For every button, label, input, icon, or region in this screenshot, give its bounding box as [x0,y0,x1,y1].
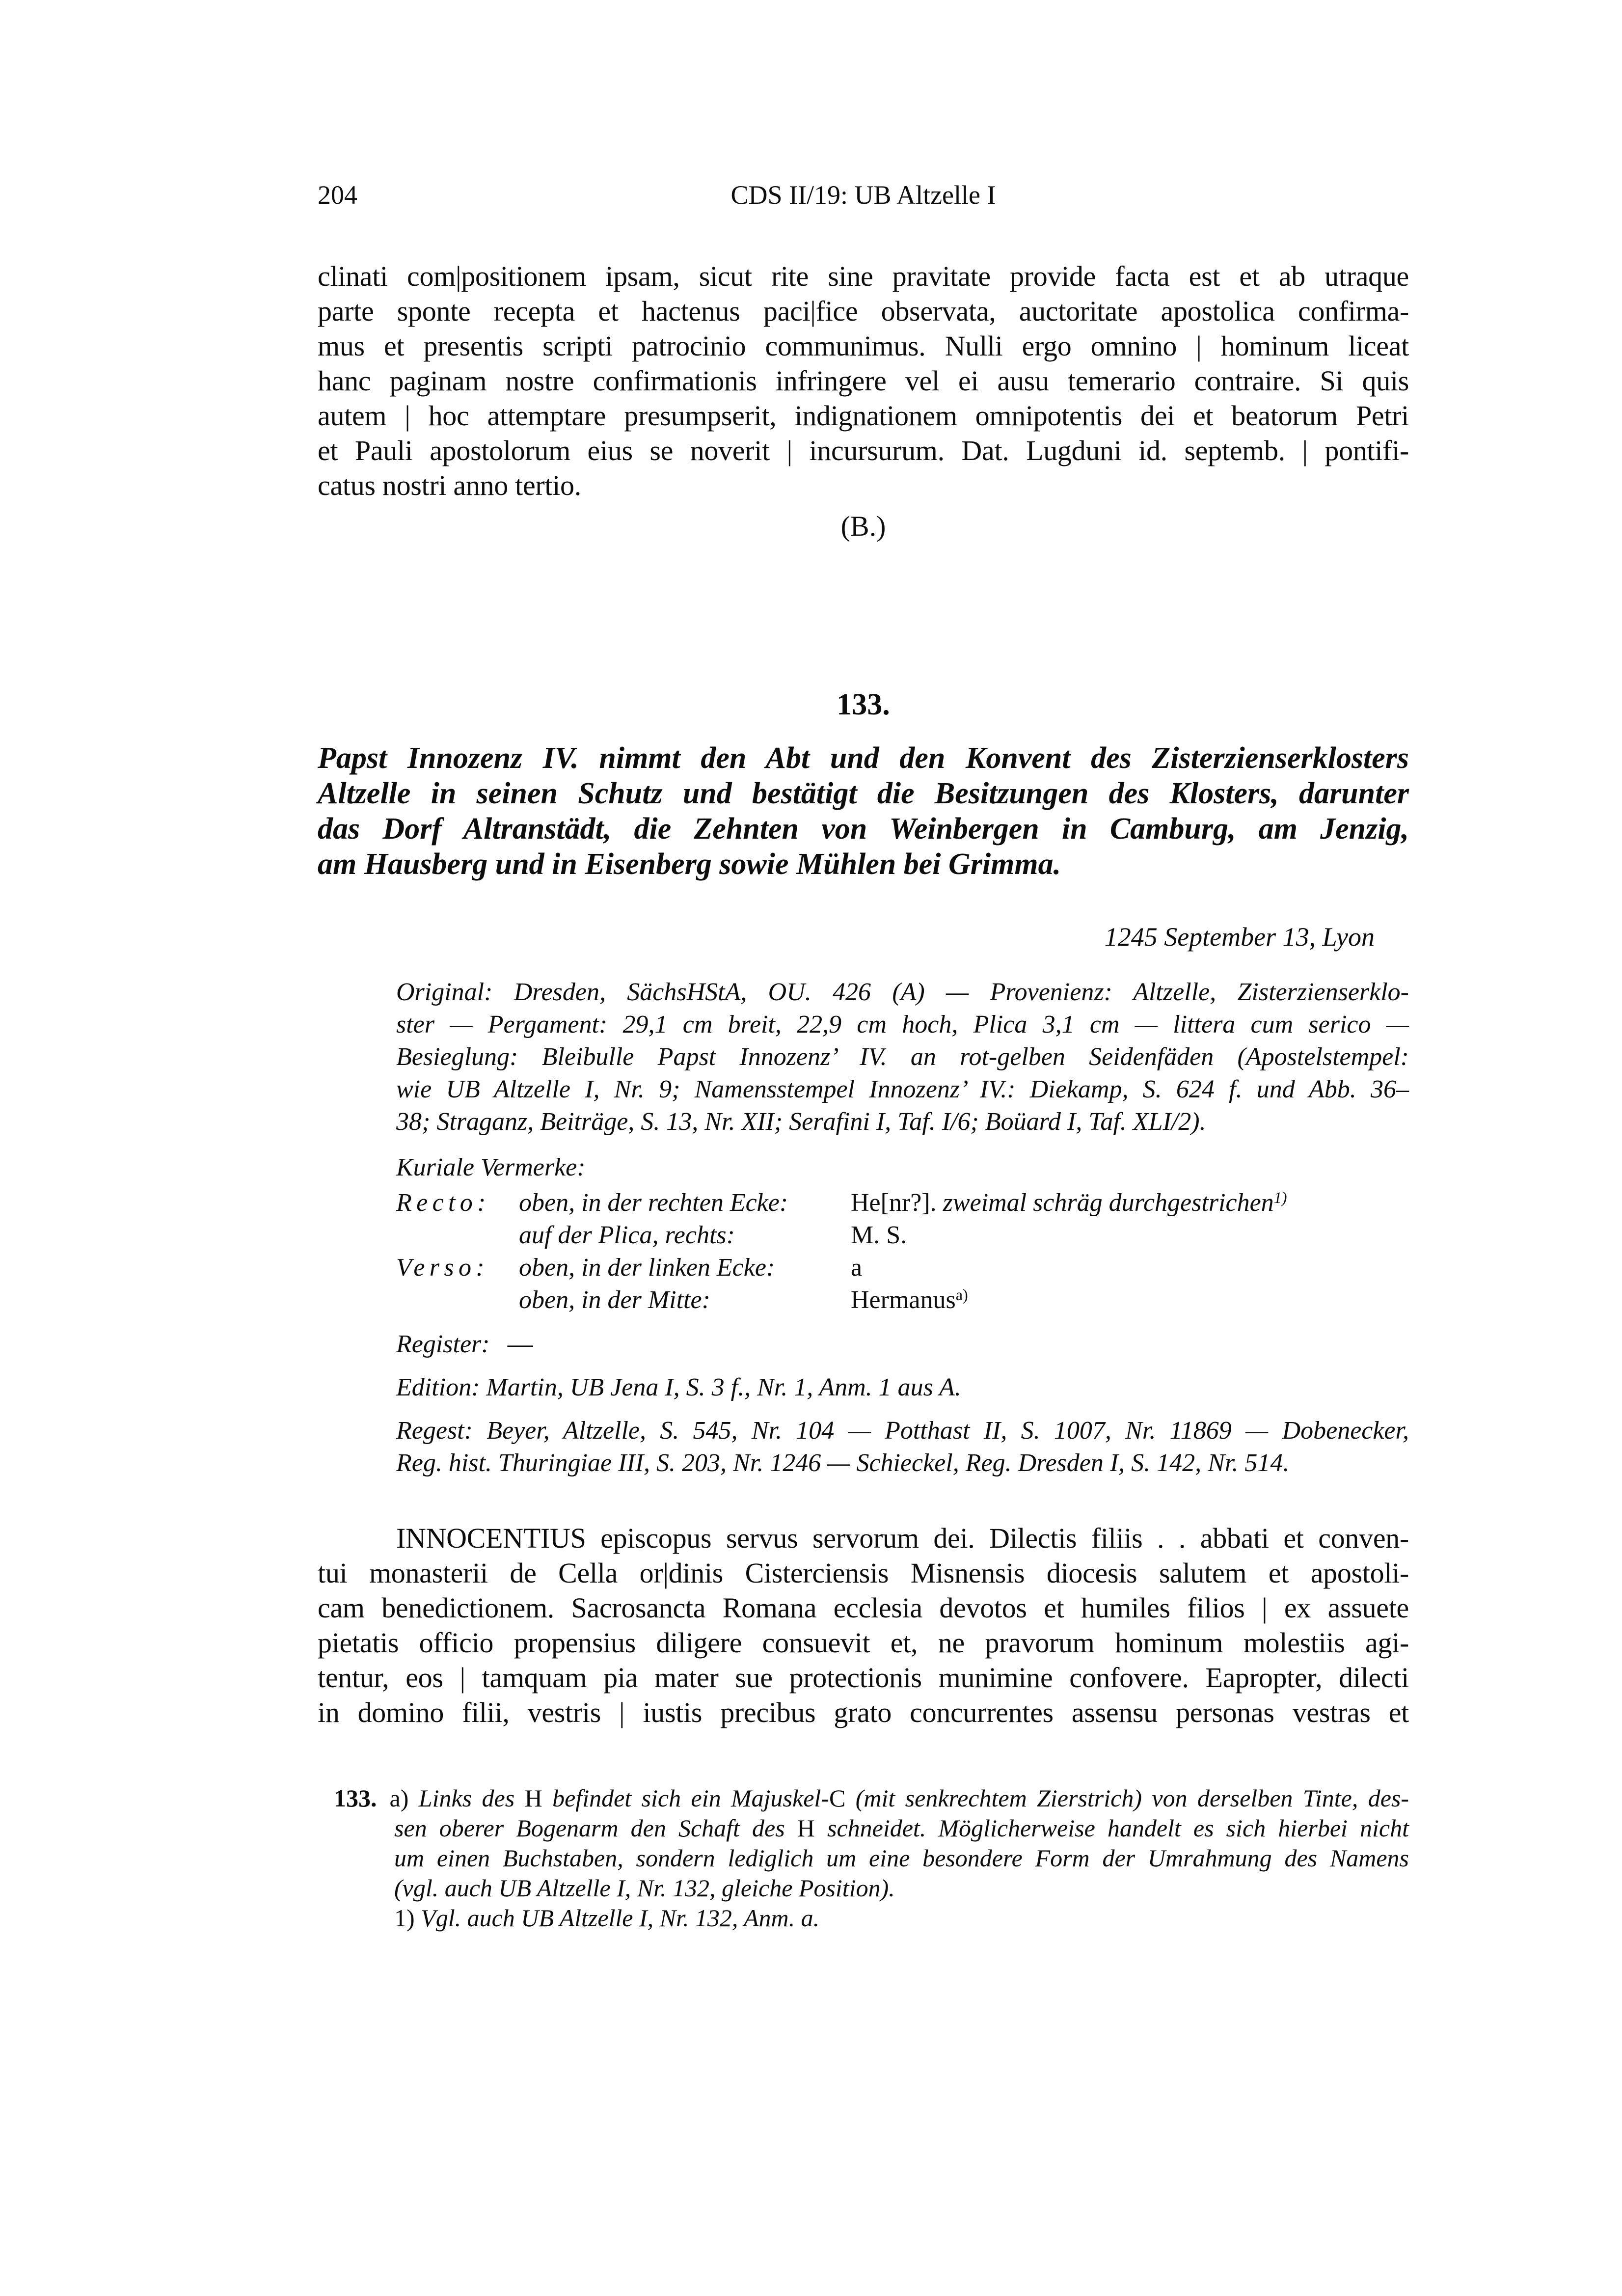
text-line: mus et presentis scripti patrocinio communimus. Nulli ergo omnino | hominum liceat [318,330,1409,362]
text-segment: He[nr?]. [851,1189,943,1217]
running-title: CDS II/19: UB Altzelle I [730,180,996,210]
text-segment: (vgl. auch UB Altzelle I, Nr. 132, gleiche Position). [394,1874,895,1902]
text-line: Reg. hist. Thuringiae III, S. 203, Nr. 1246 — Schieckel, Reg. Dresden I, S. 142, Nr. 514. [396,1449,1290,1477]
kuriale-vermerke-label: Kuriale Vermerke: [396,1153,586,1181]
text-segment: zweimal schräg durchgestrichen [943,1189,1274,1217]
charter-main-text [318,1521,1409,1730]
vermerk-row [396,1219,1409,1252]
vermerk-position: auf der Plica, rechts: [519,1221,735,1249]
text-line [334,1843,1409,1873]
kuriale-vermerke-table [396,1187,1409,1316]
previous-charter-text [318,259,1409,503]
text-line [334,1903,1409,1933]
vermerk-side-label [396,1284,519,1316]
text-line: INNOCENTIUS episcopus servus servorum dei. Dilectis filiis . . abbati et conven- [396,1522,1409,1554]
footnotes-block [334,1783,1409,1933]
text-line: in domino filii, vestris | iustis precibus grato concurrentes assensu personas vestras et [318,1696,1409,1728]
text-segment: 133. [334,1784,377,1812]
charter-headline-regest [318,740,1409,882]
text-segment: schneidet. Möglicherweise handelt es sich hierbei nicht [814,1814,1409,1842]
text-segment: a) [389,1784,419,1812]
text-line: catus nostri anno tertio. [318,469,581,501]
text-line [334,1873,1409,1903]
vermerk-side-label: Recto: [396,1189,490,1217]
text-line: Original: Dresden, SächsHStA, OU. 426 (A) — Provenienz: Altzelle, Zisterzienserklo- [396,978,1409,1006]
register-label: Register: [396,1330,490,1358]
text-line: tui monasterii de Cella or|dinis Cisterciensis Misnensis diocesis salutem et apostoli- [318,1557,1409,1589]
register-value: — [507,1330,533,1358]
text-line: wie UB Altzelle I, Nr. 9; Namensstempel Innozenz’ IV.: Diekamp, S. 624 f. und Abb. 36– [396,1075,1409,1103]
text-line: das Dorf Altranstädt, die Zehnten von Weinbergen in Camburg, am Jenzig, [318,812,1409,846]
text-segment: 1) [1273,1188,1287,1206]
text-segment: H [797,1814,815,1842]
running-header [318,180,1409,214]
text-segment: (mit senkrechtem Zierstrich) von derselben Tinte, des- [845,1784,1409,1812]
vermerk-side-label: Verso: [396,1254,489,1282]
text-segment: a [851,1254,863,1282]
text-line: pietatis officio propensius diligere consuevit et, ne pravorum hominum molestiis agi- [318,1627,1409,1659]
text-line: et Pauli apostolorum eius se noverit | incursurum. Dat. Lugduni id. septemb. | pontifi- [318,435,1409,466]
text-segment: um einen Buchstaben, sondern lediglich um eine besondere Form der Umrahmung des Namens [394,1844,1409,1872]
charter-date-place: 1245 September 13, Lyon [1104,922,1375,952]
vermerk-row [396,1187,1409,1219]
register-line [396,1328,1409,1361]
text-line: Altzelle in seinen Schutz und bestätigt die Besitzungen des Klosters, darunter [318,777,1409,810]
vermerk-value [851,1284,1409,1316]
text-segment: Links des [418,1784,525,1812]
text-line: ster — Pergament: 29,1 cm breit, 22,9 cm hoch, Plica 3,1 cm — littera cum serico — [396,1011,1409,1039]
vermerk-side-label [396,1219,519,1252]
text-line [334,1783,1409,1813]
vermerk-value [851,1187,1409,1219]
text-line: Papst Innozenz IV. nimmt den Abt und den Konvent des Zisterzienserklosters [318,741,1409,775]
text-segment: H [524,1784,542,1812]
text-line: parte sponte recepta et hactenus paci|fice observata, auctoritate apostolica confirma- [318,295,1409,327]
text-segment: M. S. [851,1221,907,1249]
text-line: 38; Straganz, Beiträge, S. 13, Nr. XII; Serafini I, Taf. I/6; Boüard I, Taf. XLI/2). [396,1108,1206,1136]
text-segment: sen oberer Bogenarm den Schaft des [394,1814,797,1842]
charter-number-heading: 133. [837,688,890,721]
text-line: Regest: Beyer, Altzelle, S. 545, Nr. 104 — Potthast II, S. 1007, Nr. 11869 — Dobenecker, [396,1417,1409,1445]
vermerk-value [851,1219,1409,1252]
vermerk-position: oben, in der rechten Ecke: [519,1189,788,1217]
vermerk-row [396,1284,1409,1316]
text-line: Besieglung: Bleibulle Papst Innozenz’ IV. an rot-gelben Seidenfäden (Apostelstempel: [396,1043,1409,1071]
copyist-signature: (B.) [840,510,886,542]
vermerk-position: oben, in der linken Ecke: [519,1254,775,1282]
text-segment: Vgl. auch UB Altzelle I, Nr. 132, Anm. a. [421,1904,820,1932]
text-line: clinati com|positionem ipsam, sicut rite sine pravitate provide facta est et ab utraque [318,260,1409,292]
page-number: 204 [318,180,357,210]
text-line: cam benedictionem. Sacrosancta Romana ecclesia devotos et humiles filios | ex assuete [318,1592,1409,1624]
text-line [334,1813,1409,1843]
text-segment: C [829,1784,846,1812]
edition-line: Edition: Martin, UB Jena I, S. 3 f., Nr. 1, Anm. 1 aus A. [396,1373,961,1401]
text-segment: befindet sich ein Majuskel- [542,1784,829,1812]
text-segment: Hermanus [851,1286,956,1314]
text-line: am Hausberg und in Eisenberg sowie Mühlen bei Grimma. [318,847,1061,881]
text-line: tentur, eos | tamquam pia mater sue protectionis munimine confovere. Eapropter, dilecti [318,1662,1409,1694]
text-segment: 1) [394,1904,421,1932]
text-line: hanc paginam nostre confirmationis infringere vel ei ausu temerario contraire. Si quis [318,365,1409,397]
text-segment: a) [955,1285,968,1304]
vermerk-value [851,1252,1409,1284]
vermerk-position: oben, in der Mitte: [519,1286,710,1314]
regest-references [396,1415,1409,1479]
text-line: autem | hoc attemptare presumpserit, indignationem omnipotentis dei et beatorum Petri [318,400,1409,432]
original-description [396,976,1409,1138]
vermerk-row [396,1252,1409,1284]
